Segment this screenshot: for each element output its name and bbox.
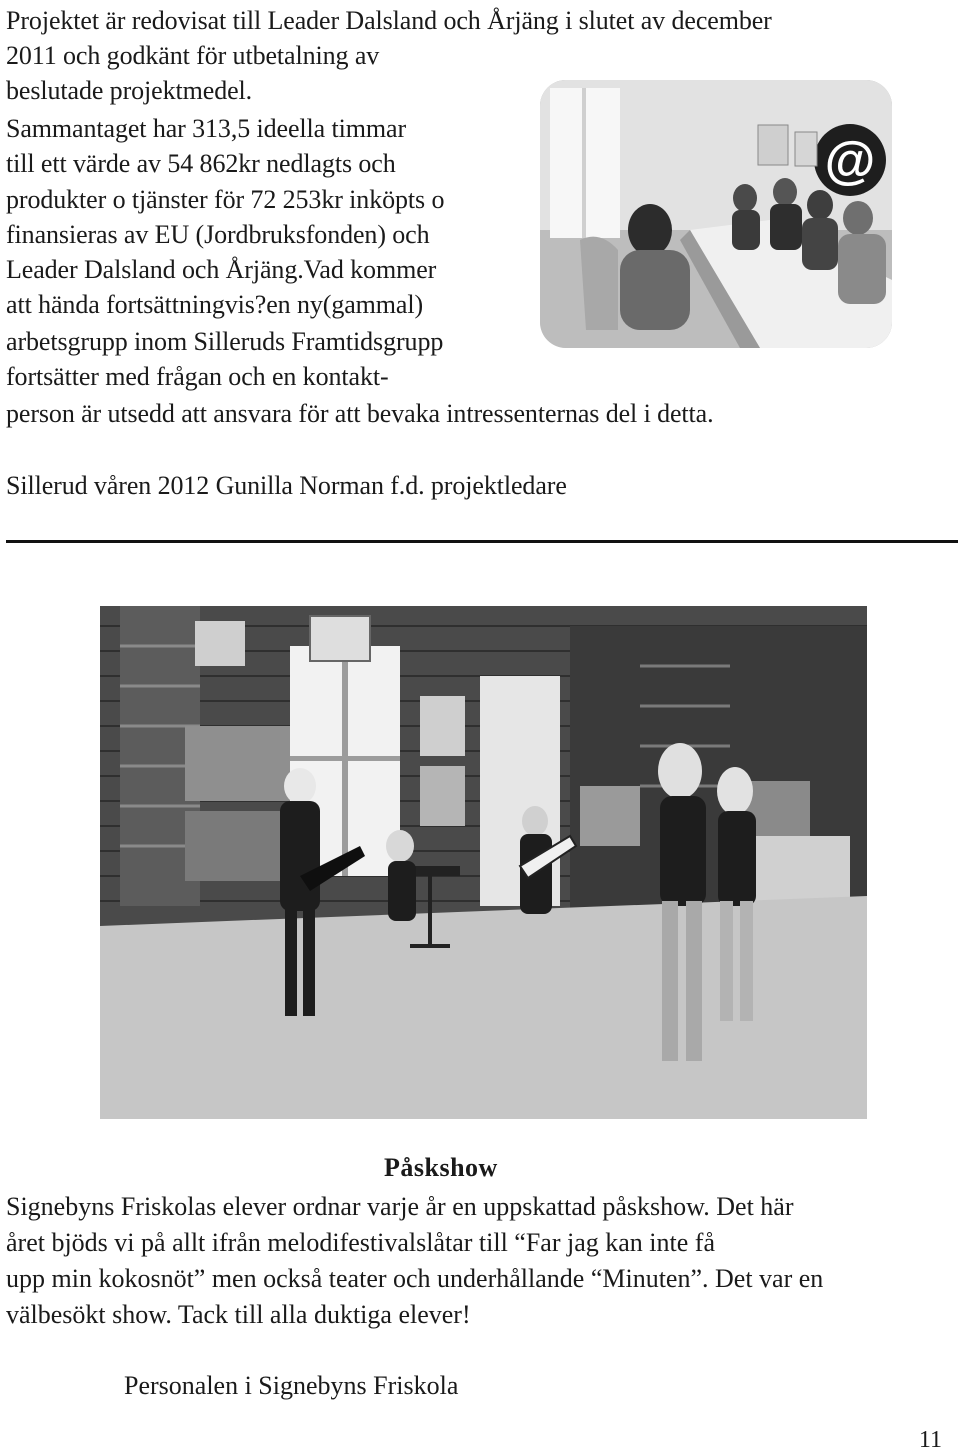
article-2-line: Signebyns Friskolas elever ordnar varje år en uppskattad påskshow. Det här [6,1192,794,1221]
article-1-line: till ett värde av 54 862kr nedlagts och [6,149,396,178]
easter-show-illustration [100,606,867,1119]
article-1-line: person är utsedd att ansvara för att bevaka intressenternas del i detta. [6,399,714,428]
article-1-line: att hända fortsättningvis?en ny(gammal) [6,290,424,319]
article-2-line: året bjöds vi på allt ifrån melodifestivalslåtar till “Far jag kan inte få [6,1228,715,1257]
article-2-signature: Personalen i Signebyns Friskola [124,1371,459,1400]
article-1-line: beslutade projektmedel. [6,76,253,105]
easter-show-photo [100,606,867,1119]
article-1-line: Projektet är redovisat till Leader Dalsland och Årjäng i slutet av december [6,6,772,35]
article-1-line: fortsätter med frågan och en kontakt- [6,362,389,391]
article-2-line: välbesökt show. Tack till alla duktiga elever! [6,1300,471,1329]
article-2-line: upp min kokosnöt” men också teater och underhållande “Minuten”. Det var en [6,1264,824,1293]
article-1-line: produkter o tjänster för 72 253kr inköpts o [6,185,445,214]
page-number: 11 [918,1427,942,1453]
section-divider [6,540,958,543]
article-1-line: Sammantaget har 313,5 ideella timmar [6,114,406,143]
meeting-photo [540,80,892,348]
article-2-heading: Påskshow [384,1153,498,1182]
meeting-photo-illustration [540,80,892,348]
article-1-line: 2011 och godkänt för utbetalning av [6,41,380,70]
article-1-line: arbetsgrupp inom Silleruds Framtidsgrupp [6,327,444,356]
article-1-signature: Sillerud våren 2012 Gunilla Norman f.d. projektledare [6,471,567,500]
article-1-line: Leader Dalsland och Årjäng.Vad kommer [6,255,437,284]
article-1-line: finansieras av EU (Jordbruksfonden) och [6,220,430,249]
at-sign-icon: @ [824,132,876,190]
